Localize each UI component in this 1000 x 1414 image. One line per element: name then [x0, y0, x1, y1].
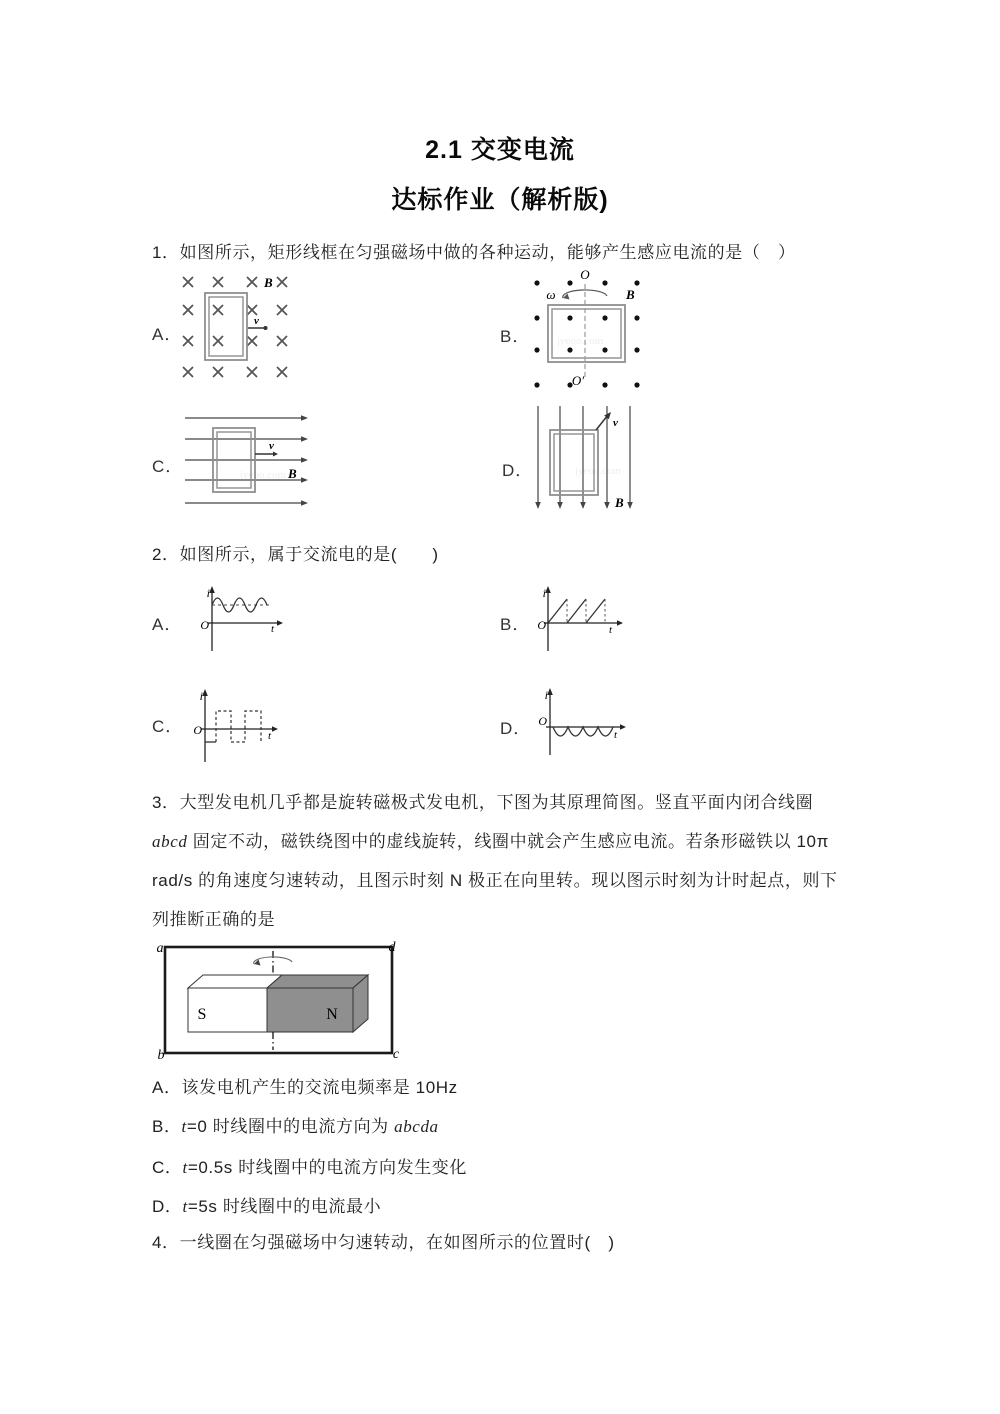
- page-title: 2.1 交变电流: [425, 136, 575, 164]
- watermark: jyeoo.com: [575, 465, 622, 477]
- x-axis-label: t: [609, 624, 613, 636]
- y-axis-label: i: [544, 688, 548, 702]
- q2-graph-c: [190, 688, 300, 768]
- q3-option-c-var: t: [182, 1158, 188, 1177]
- velocity-label: v: [269, 440, 274, 452]
- current-curve: [548, 599, 605, 623]
- q1-option-d-label: D．: [502, 461, 534, 480]
- q3-option-c-rest: =0.5s 时线圈中的电流方向发生变化: [187, 1158, 467, 1177]
- origin-label: O: [537, 618, 546, 632]
- bar-magnet: [188, 975, 368, 1032]
- velocity-arrow: [255, 452, 278, 457]
- q3-option-c: [152, 1153, 467, 1178]
- q3-option-d-rest: =5s 时线圈中的电流最小: [187, 1197, 382, 1216]
- q3-coil-name: abcd: [152, 832, 188, 851]
- q1-stem: 1．如图所示，矩形线框在匀强磁场中做的各种运动，能够产生感应电流的是（ ）: [152, 243, 796, 262]
- corner-b-label: b: [157, 1048, 165, 1063]
- q3-option-b-mid: =0 时线圈中的电流方向为: [186, 1117, 395, 1136]
- q1-figure-c: [180, 402, 345, 517]
- q3-figure: [150, 938, 410, 1064]
- axis-bottom-label: O′: [571, 373, 585, 388]
- q1-figure-d: [530, 396, 670, 520]
- y-axis-label: i: [199, 689, 203, 703]
- q1-option-c-label: C．: [152, 457, 184, 476]
- velocity-arrow: [596, 412, 611, 430]
- field-label: B: [288, 466, 297, 481]
- x-axis-arrowhead: [277, 620, 283, 626]
- field-line-arrowheads: [301, 415, 308, 506]
- watermark: jyeoo.com: [240, 469, 287, 481]
- x-axis-arrowhead: [620, 724, 626, 730]
- x-axis-label: t: [271, 623, 275, 635]
- q3-option-b-path: abcda: [394, 1117, 439, 1136]
- origin-label: O: [538, 714, 547, 728]
- q4-stem: 4．一线圈在匀强磁场中匀速转动，在如图所示的位置时( ): [152, 1233, 615, 1252]
- q2-graph-d: [530, 685, 642, 765]
- south-pole-label: S: [197, 1006, 207, 1023]
- velocity-label: v: [254, 315, 259, 327]
- q3-option-c-pre: C．: [152, 1158, 183, 1177]
- omega-label: ω: [546, 287, 556, 302]
- x-axis-label: t: [614, 729, 618, 741]
- y-axis-arrowhead: [545, 586, 551, 593]
- velocity-label: v: [613, 417, 618, 429]
- q3-stem-line2: [152, 827, 829, 852]
- q1-option-b-label: B．: [500, 327, 531, 346]
- y-axis-label: i: [206, 586, 210, 600]
- x-axis-arrowhead: [617, 620, 623, 626]
- q3-option-d: [152, 1192, 381, 1217]
- origin-label: O: [200, 618, 209, 632]
- q3-option-b-var: t: [181, 1117, 187, 1136]
- corner-d-label: d: [388, 940, 396, 955]
- axis-top-label: O: [580, 267, 590, 282]
- q3-stem-line3: rad/s 的角速度匀速转动，且图示时刻 N 极正在向里转。现以图示时刻为计时起点，则下: [152, 871, 838, 890]
- origin-label: O: [193, 723, 202, 737]
- watermark: jyeoo.com: [557, 335, 604, 347]
- coil-frame: [550, 430, 598, 495]
- q2-graph-b: [535, 583, 645, 663]
- q3-option-d-pre: D．: [152, 1197, 183, 1216]
- corner-c-label: c: [392, 1047, 400, 1062]
- q2-graph-a: [197, 583, 307, 663]
- field-label: B: [626, 287, 635, 302]
- q2-option-b-label: B．: [500, 615, 531, 634]
- current-curve: [553, 727, 613, 736]
- field-label: B: [615, 495, 624, 510]
- q2-stem: 2．如图所示，属于交流电的是( ): [152, 545, 439, 564]
- page-subtitle: 达标作业（解析版): [391, 186, 609, 214]
- q3-stem-line2-rest: 固定不动，磁铁绕图中的虚线旋转，线圈中就会产生感应电流。若条形磁铁以 10π: [187, 832, 829, 851]
- x-axis-label: t: [268, 730, 272, 742]
- y-axis-arrowhead: [547, 688, 553, 695]
- q2-option-a-label: A．: [152, 615, 183, 634]
- corner-a-label: a: [156, 941, 164, 956]
- drop-dashed-lines: [567, 599, 605, 623]
- north-pole-label: N: [326, 1006, 338, 1023]
- coil-frame: [548, 305, 625, 362]
- field-label: B: [264, 275, 273, 290]
- x-axis-arrowhead: [272, 726, 278, 732]
- q3-stem-line1: 3．大型发电机几乎都是旋转磁极式发电机，下图为其原理简图。竖直平面内闭合线圈: [152, 793, 814, 812]
- y-axis-arrowhead: [209, 586, 215, 593]
- y-axis-arrowhead: [202, 689, 208, 696]
- q3-option-b: [152, 1112, 439, 1137]
- q3-option-b-pre: B．: [152, 1117, 182, 1136]
- q1-option-a-label: A．: [152, 325, 183, 344]
- q3-option-a: A．该发电机产生的交流电频率是 10Hz: [152, 1078, 458, 1097]
- q1-figure-b: [495, 258, 657, 392]
- current-curve: [216, 711, 261, 742]
- field-lines: [185, 418, 301, 503]
- cross-grid: [183, 277, 287, 377]
- coil-frame: [205, 293, 247, 360]
- q3-stem-line4: 列推断正确的是: [152, 910, 276, 929]
- q2-option-d-label: D．: [500, 719, 532, 738]
- q2-option-c-label: C．: [152, 717, 184, 736]
- q3-option-d-var: t: [182, 1197, 188, 1216]
- y-axis-label: i: [542, 586, 546, 600]
- q1-figure-a: [180, 268, 312, 390]
